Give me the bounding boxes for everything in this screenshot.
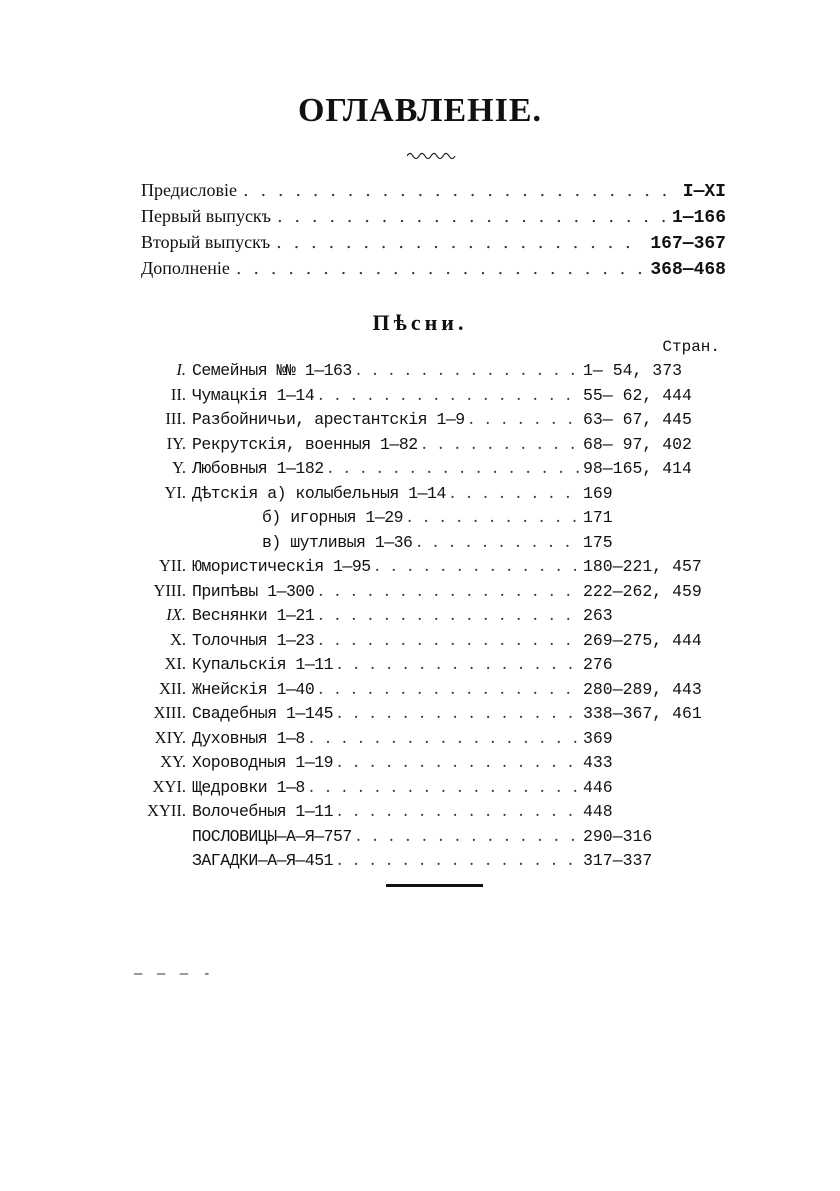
song-row[interactable]	[138, 630, 728, 655]
song-pages: 338—367, 461	[583, 704, 702, 723]
songs-toc	[138, 360, 728, 875]
closing-rule	[386, 884, 483, 887]
song-row[interactable]	[138, 654, 728, 679]
leader-dots	[422, 434, 579, 453]
section-number: IX.	[166, 605, 186, 624]
song-pages: 169	[583, 483, 613, 503]
section-number: II.	[170, 384, 186, 404]
leader-dots	[318, 630, 579, 649]
song-row[interactable]	[138, 728, 728, 753]
song-row[interactable]	[138, 483, 728, 508]
section-number: Y.	[172, 458, 186, 477]
song-pages: 171	[583, 508, 613, 527]
section-number: XY.	[160, 752, 186, 771]
leader-dots	[416, 532, 579, 551]
song-label: Веснянки 1—21	[192, 606, 315, 625]
page-title: ОГЛАВЛЕНІЕ.	[297, 92, 543, 129]
song-row[interactable]	[138, 556, 728, 581]
toc-pages: 167—367	[650, 234, 726, 254]
leader-dots	[337, 654, 579, 673]
section-number: XII.	[158, 678, 186, 698]
section-number: X.	[169, 629, 186, 649]
song-pages: 175	[583, 532, 613, 552]
toc-label: Дополненіе	[141, 258, 230, 278]
song-pages: 317—337	[583, 851, 653, 870]
leader-dots	[375, 556, 579, 575]
song-row[interactable]	[138, 777, 728, 802]
song-pages: 280—289, 443	[583, 679, 702, 699]
leader-dots	[236, 258, 644, 279]
toc-label: Предисловіе	[141, 180, 238, 200]
toc-pages: 368—468	[650, 260, 726, 280]
leader-dots	[277, 206, 666, 227]
toc-label: Вторый выпускъ	[141, 232, 271, 252]
leader-dots	[318, 679, 579, 698]
toc-row[interactable]	[141, 232, 726, 258]
song-row[interactable]	[138, 605, 728, 630]
toc-pages: I—XI	[682, 182, 726, 202]
ornament-squiggle	[407, 150, 457, 160]
leader-dots	[407, 507, 579, 526]
leader-dots	[337, 703, 579, 722]
song-row[interactable]	[138, 458, 728, 483]
song-label: в) шутливыя 1—36	[262, 532, 413, 552]
song-pages: 433	[583, 753, 613, 772]
leader-dots	[309, 728, 579, 747]
leader-dots	[337, 752, 579, 771]
song-label: Щедровки 1—8	[192, 777, 305, 797]
margin-mark: — — — -	[134, 966, 215, 982]
song-label: Любовныя 1—182	[192, 459, 324, 478]
toc-row[interactable]	[141, 206, 726, 232]
main-toc	[141, 180, 726, 284]
song-pages: 180—221, 457	[583, 557, 702, 576]
section-number: YI.	[164, 482, 186, 502]
song-pages: 446	[583, 777, 613, 797]
leader-dots	[328, 458, 579, 477]
section-number: YII.	[158, 556, 186, 575]
leader-dots	[356, 360, 579, 379]
song-pages: 448	[583, 802, 613, 821]
song-label: Толочныя 1—23	[192, 630, 315, 650]
leader-dots	[469, 409, 579, 428]
song-label: ЗАГАДКИ—А—Я—451	[192, 851, 334, 870]
leader-dots	[337, 801, 579, 820]
song-label: Свадебныя 1—145	[192, 704, 334, 723]
section-number: XYII.	[147, 801, 186, 820]
song-row[interactable]	[138, 434, 728, 459]
song-label: б) игорныя 1—29	[262, 508, 404, 527]
leader-dots	[309, 777, 579, 796]
song-row[interactable]	[138, 507, 728, 532]
leader-dots	[318, 605, 579, 624]
section-number: XIY.	[154, 727, 186, 747]
song-row[interactable]	[138, 409, 728, 434]
leader-dots	[276, 232, 644, 253]
toc-row[interactable]	[141, 258, 726, 284]
section-number: XI.	[164, 654, 186, 673]
song-pages: 55— 62, 444	[583, 385, 692, 405]
song-label: Хороводныя 1—19	[192, 753, 334, 772]
leader-dots	[356, 826, 579, 845]
leader-dots	[318, 581, 579, 600]
song-pages: 369	[583, 728, 613, 748]
toc-label: Первый выпускъ	[141, 206, 271, 226]
song-row[interactable]	[138, 826, 728, 851]
song-label: ПОСЛОВИЦЫ—А—Я—757	[192, 826, 352, 846]
songs-heading: Пѣсни.	[372, 310, 468, 335]
song-label: Дѣтскія а) колыбельныя 1—14	[192, 483, 446, 503]
section-number: XYI.	[152, 776, 186, 796]
song-label: Волочебныя 1—11	[192, 802, 334, 821]
song-label: Духовныя 1—8	[192, 728, 305, 748]
song-pages: 269—275, 444	[583, 630, 702, 650]
song-label: Семейныя №№ 1—163	[192, 361, 352, 380]
song-label: Жнейскія 1—40	[192, 679, 315, 699]
song-row[interactable]	[138, 385, 728, 410]
leader-dots	[450, 483, 579, 502]
song-pages: 222—262, 459	[583, 581, 702, 601]
song-label: Чумацкія 1—14	[192, 385, 315, 405]
song-label: Юмористическія 1—95	[192, 557, 371, 576]
section-number: IY.	[166, 433, 186, 453]
song-pages: 1— 54, 373	[583, 361, 683, 380]
song-pages: 276	[583, 655, 613, 674]
song-row[interactable]	[138, 703, 728, 728]
song-pages: 290—316	[583, 826, 653, 846]
song-pages: 98—165, 414	[583, 459, 692, 478]
song-row[interactable]	[138, 752, 728, 777]
song-pages: 63— 67, 445	[583, 410, 692, 429]
section-number: III.	[165, 409, 186, 428]
song-label: Рекрутскія, военныя 1—82	[192, 434, 418, 454]
song-row[interactable]	[138, 532, 728, 557]
leader-dots	[243, 180, 677, 201]
leader-dots	[318, 385, 579, 404]
song-label: Купальскія 1—11	[192, 655, 334, 674]
song-row[interactable]	[138, 360, 728, 385]
song-row[interactable]	[138, 679, 728, 704]
leader-dots	[337, 850, 579, 869]
song-label: Припѣвы 1—300	[192, 581, 315, 601]
song-label: Разбойничьи, арестантскія 1—9	[192, 410, 465, 429]
song-pages: 263	[583, 606, 613, 625]
song-pages: 68— 97, 402	[583, 434, 692, 454]
toc-pages: 1—166	[671, 208, 726, 228]
song-row[interactable]	[138, 850, 728, 875]
section-number: YIII.	[153, 580, 186, 600]
song-row[interactable]	[138, 801, 728, 826]
pages-column-header: Стран.	[662, 338, 720, 356]
toc-row[interactable]	[141, 180, 726, 206]
section-number: I.	[176, 360, 186, 379]
section-number: XIII.	[153, 703, 186, 722]
song-row[interactable]	[138, 581, 728, 606]
